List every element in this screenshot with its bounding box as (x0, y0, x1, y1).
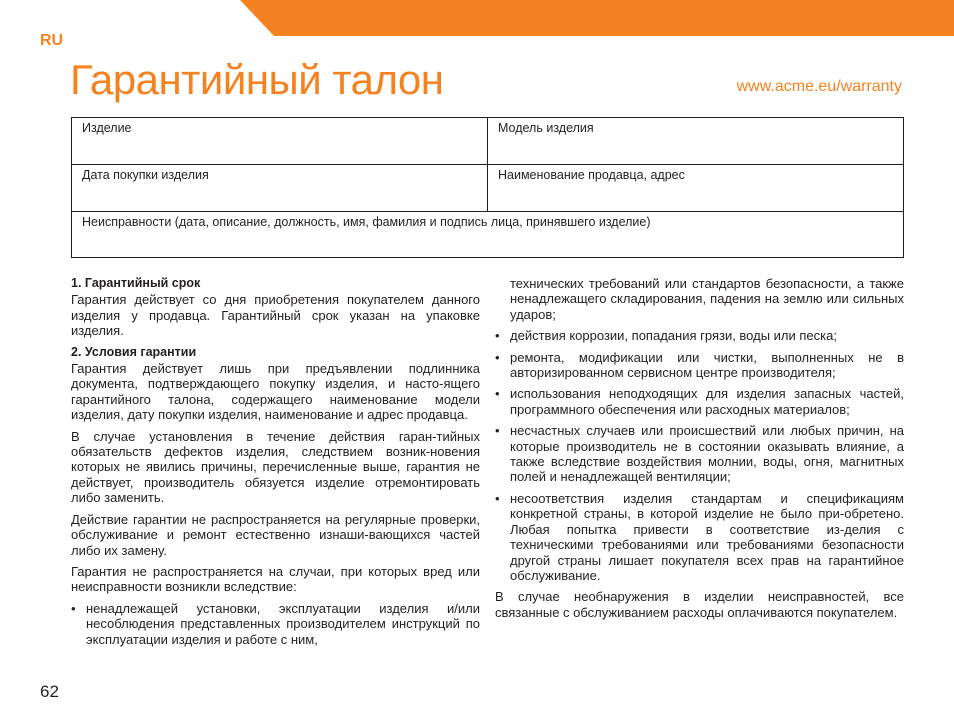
exclusions-list-left (71, 601, 480, 647)
field-product-label: Изделие (82, 121, 132, 135)
warranty-form-table (71, 117, 904, 258)
page-title: Гарантийный талон (70, 56, 444, 103)
section2-paragraph-1: Гарантия действует лишь при предъявлении подлинника документа, подтверждающего покупку изделия, и насто-ящего гарантийного талона, содержащего наименование модели изделия, дату покупки изделия, наименование и адрес продавца. (71, 361, 480, 423)
list-item: • несчастных случаев или происшествий или любых причин, на которые производитель не в состоянии оказывать влияние, а также вследствие воздействия молнии, воды, огня, магнитных полей и ненадлежащей вентиляции; (495, 423, 904, 485)
section2-paragraph-4: Гарантия не распространяется на случаи, при которых вред или неисправности возникли вследствие: (71, 563, 480, 595)
section1-text: Гарантия действует со дня приобретения покупателем данного изделия у продавца. Гарантийный срок указан на упаковке изделия. (71, 292, 480, 339)
field-purchase-date-label: Дата покупки изделия (82, 168, 209, 182)
list-item: • несоответствия изделия стандартам и спецификациям конкретной страны, в которой изделие не было при-обретено. Любая попытка привести в соответствие из-делия с техническими требованиями или требованиями безопасности другой страны лишает покупателя всех прав на гарантийное обслуживание. (495, 491, 904, 583)
list-item: • ремонта, модификации или чистки, выполненных не в авторизированном сервисном центре производителя; (495, 350, 904, 381)
section2-paragraph-2: В случае установления в течение действия гаран-тийных обязательств дефектов изделия, следствием возник-новения которых не явились причины, перечисленные выше, гарантия не действует, производитель обязуется изделие отремонтировать либо заменить. (71, 428, 480, 506)
section1-heading: 1. Гарантийный срок (71, 276, 201, 290)
field-defects[interactable] (72, 212, 904, 258)
field-purchase-date[interactable] (72, 165, 488, 212)
list-item: • действия коррозии, попадания грязи, воды или песка; (495, 328, 904, 343)
section2-paragraph-3: Действие гарантии не распространяется на регулярные проверки, обслуживание и ремонт естественно изнаши-вающихся частей либо их замену. (71, 511, 480, 558)
right-column (495, 276, 904, 626)
page-number: 62 (40, 682, 59, 701)
left-column (71, 276, 480, 653)
language-code: RU (40, 32, 64, 49)
field-model-label: Модель изделия (498, 121, 594, 135)
field-defects-label: Неисправности (дата, описание, должность, имя, фамилия и подпись лица, принявшего изделие) (82, 215, 651, 229)
list-item-continuation: технических требований или стандартов безопасности, а также ненадлежащего складирования, падения на землю или сильных ударов; (510, 276, 904, 322)
exclusions-list-right (495, 276, 904, 583)
list-item: • ненадлежащей установки, эксплуатации изделия и/или несоблюдения представленных производителем инструкций по эксплуатации изделия и работе с ним, (71, 601, 480, 647)
section2-heading: 2. Условия гарантии (71, 344, 197, 359)
field-seller[interactable] (488, 165, 904, 212)
top-accent-bar (240, 0, 954, 36)
field-model[interactable] (488, 118, 904, 165)
field-product[interactable] (72, 118, 488, 165)
final-paragraph: В случае необнаружения в изделии неисправностей, все связанные с обслуживанием расходы оплачиваются покупателем. (495, 589, 904, 620)
warranty-url[interactable]: www.acme.eu/warranty (736, 78, 902, 95)
field-seller-label: Наименование продавца, адрес (498, 168, 685, 182)
list-item: • использования неподходящих для изделия запасных частей, программного обеспечения или расходных материалов; (495, 386, 904, 417)
